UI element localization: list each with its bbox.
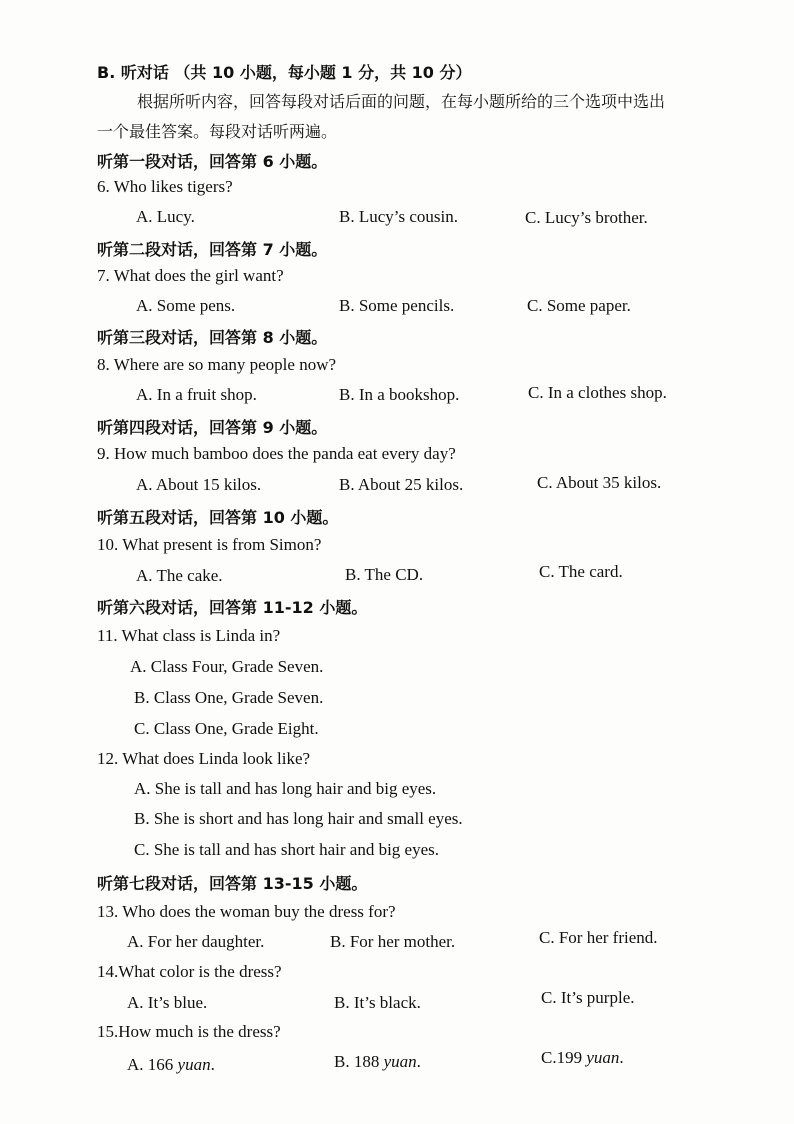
option-b: B. It’s black. <box>334 993 421 1012</box>
dialogue-heading: 听第五段对话，回答第 10 小题。 <box>97 508 339 527</box>
question-text: 9. How much bamboo does the panda eat every day? <box>97 444 456 463</box>
option-b: B. About 25 kilos. <box>339 475 464 494</box>
dialogue-heading: 听第三段对话，回答第 8 小题。 <box>97 328 328 347</box>
instructions-line-1: 根据所听内容，回答每段对话后面的问题，在每小题所给的三个选项中选出 <box>137 92 666 111</box>
instructions-line-2: 一个最佳答案。每段对话听两遍。 <box>97 122 338 141</box>
option-c: C. For her friend. <box>539 928 658 947</box>
option-a: A. 166 yuan. <box>127 1055 215 1074</box>
option-a: A. In a fruit shop. <box>136 385 257 404</box>
option-c: C. Some paper. <box>527 296 631 315</box>
option-a: A. It’s blue. <box>127 993 208 1012</box>
dialogue-heading: 听第二段对话，回答第 7 小题。 <box>97 240 328 259</box>
dialogue-heading: 听第一段对话，回答第 6 小题。 <box>97 152 328 171</box>
option-c: C. Lucy’s brother. <box>525 208 648 227</box>
option-c: C. About 35 kilos. <box>537 473 662 492</box>
option-c: C.199 yuan. <box>541 1048 624 1067</box>
option-a: A. About 15 kilos. <box>136 475 262 494</box>
dialogue-heading: 听第四段对话，回答第 9 小题。 <box>97 418 328 437</box>
question-text: 13. Who does the woman buy the dress for? <box>97 902 396 921</box>
dialogue-heading: 听第七段对话，回答第 13-15 小题。 <box>97 874 368 893</box>
question-text: 12. What does Linda look like? <box>97 749 311 768</box>
option-a: A. For her daughter. <box>127 932 265 951</box>
option-b: B. In a bookshop. <box>339 385 460 404</box>
option-a: A. Some pens. <box>136 296 236 315</box>
option-c: C. She is tall and has short hair and big eyes. <box>134 840 440 859</box>
dialogue-heading: 听第六段对话，回答第 11-12 小题。 <box>97 598 368 617</box>
option-c: C. The card. <box>539 562 623 581</box>
option-a: A. The cake. <box>136 566 223 585</box>
option-b: B. For her mother. <box>330 932 456 951</box>
option-a: A. Class Four, Grade Seven. <box>130 657 324 676</box>
question-text: 11. What class is Linda in? <box>97 626 281 645</box>
option-b: B. The CD. <box>345 565 424 584</box>
option-b: B. Lucy’s cousin. <box>339 207 458 226</box>
question-text: 6. Who likes tigers? <box>97 177 233 196</box>
option-b: B. Class One, Grade Seven. <box>134 688 324 707</box>
option-c: C. In a clothes shop. <box>528 383 667 402</box>
question-text: 14.What color is the dress? <box>97 962 282 981</box>
question-text: 7. What does the girl want? <box>97 266 284 285</box>
option-b: B. She is short and has long hair and small eyes. <box>134 809 463 828</box>
question-text: 15.How much is the dress? <box>97 1022 281 1041</box>
option-a: A. Lucy. <box>136 207 195 226</box>
section-header: B. 听对话 （共 10 小题，每小题 1 分，共 10 分） <box>97 63 472 82</box>
option-a: A. She is tall and has long hair and big eyes. <box>134 779 437 798</box>
question-text: 8. Where are so many people now? <box>97 355 337 374</box>
option-b: B. 188 yuan. <box>334 1052 421 1071</box>
option-c: C. It’s purple. <box>541 988 635 1007</box>
option-c: C. Class One, Grade Eight. <box>134 719 319 738</box>
option-b: B. Some pencils. <box>339 296 455 315</box>
question-text: 10. What present is from Simon? <box>97 535 322 554</box>
